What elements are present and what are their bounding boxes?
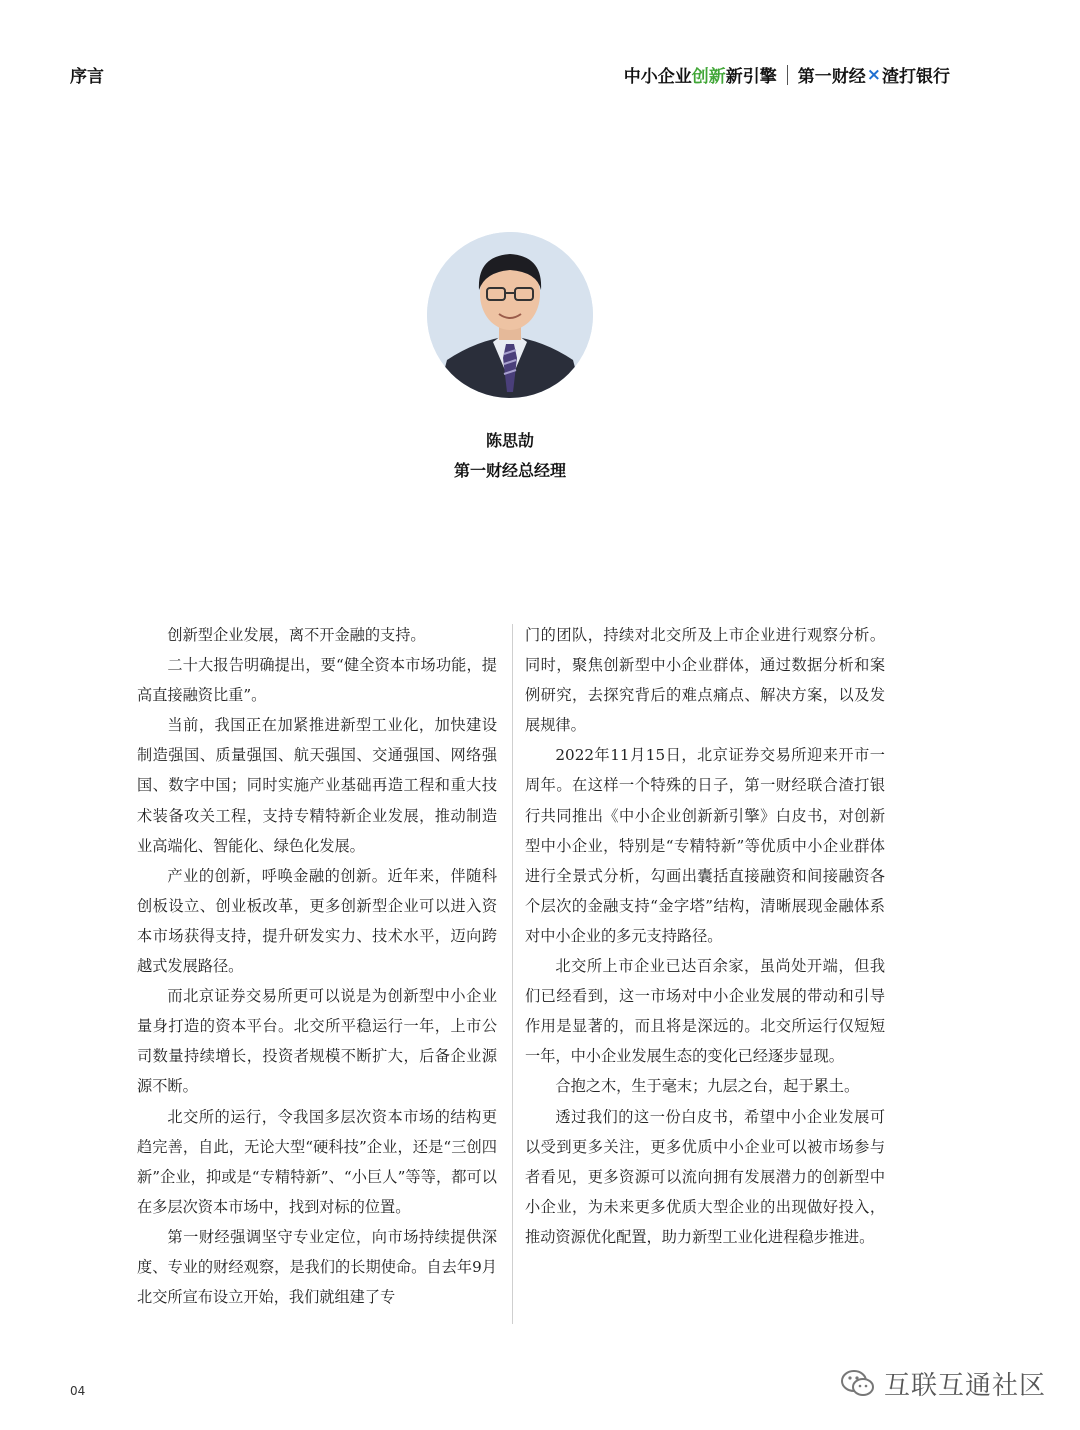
brand-part1: 中小企业 [623, 67, 692, 87]
paragraph: 透过我们的这一份白皮书，希望中小企业发展可以受到更多关注，更多优质中小企业可以被市场参与者看见，更多资源可以流向拥有发展潜力的创新型中小企业，为未来更多优质大型企业的出现做好投入，推动资源优化配置，助力新型工业化进程稳步推进。 [525, 1107, 885, 1246]
paragraph: 而北京证券交易所更可以说是为创新型中小企业量身打造的资本平台。北交所平稳运行一年，上市公司数量持续增长，投资者规模不断扩大，后备企业源源不断。 [137, 987, 497, 1096]
paragraph: 2022年11月15日，北京证券交易所迎来开市一周年。在这样一个特殊的日子，第一财经联合渣打银行共同推出《中小企业创新新引擎》白皮书，对创新型中小企业，特别是“专精特新”等优质中小企业群体进行全景式分析，勾画出囊括直接融资和间接融资各个层次的金融支持“金字塔”结构，清晰展现金融体系对中小企业的多元支持路径。 [525, 746, 885, 945]
section-label: 序言 [70, 67, 104, 87]
cross-icon: × [866, 64, 881, 85]
paragraph: 第一财经强调坚守专业定位，向市场持续提供深度、专业的财经观察，是我们的长期使命。自去年9月北交所宣布设立开始，我们就组建了专 [137, 1227, 497, 1307]
body-column-right [525, 620, 885, 1252]
paragraph: 北交所上市企业已达百余家，虽尚处开端，但我们已经看到，这一市场对中小企业发展的带动和引导作用是显著的，而且将是深远的。北交所运行仅短短一年，中小企业发展生态的变化已经逐步显现。 [525, 957, 885, 1066]
paragraph: 产业的创新，呼唤金融的创新。近年来，伴随科创板设立、创业板改革，更多创新型企业可以进入资本市场获得支持，提升研发实力、技术水平，迈向跨越式发展路径。 [137, 866, 497, 976]
author-title: 第一财经总经理 [453, 461, 566, 480]
paragraph: 合抱之木，生于毫末；九层之台，起于累土。 [555, 1077, 860, 1096]
paragraph: 二十大报告明确提出，要“健全资本市场功能，提高直接融资比重”。 [137, 656, 497, 705]
author-name: 陈思劼 [485, 431, 534, 450]
watermark-text: 互联互通社区 [883, 1371, 1046, 1401]
column-divider [512, 624, 513, 1324]
watermark [840, 1365, 1046, 1402]
paragraph: 创新型企业发展，离不开金融的支持。 [167, 626, 426, 644]
publication-header [624, 62, 950, 87]
paragraph: 北交所的运行，令我国多层次资本市场的结构更趋完善，自此，无论大型“硬科技”企业，还是“三创四新”企业，抑或是“专精特新”、“小巨人”等等，都可以在多层次资本市场中，找到对标的位置。 [137, 1107, 497, 1216]
paragraph: 当前，我国正在加紧推进新型工业化，加快建设制造强国、质量强国、航天强国、交通强国、网络强国、数字中国；同时实施产业基础再造工程和重大技术装备攻关工程，支持专精特新企业发展，推动制造业高端化、智能化、绿色化发展。 [137, 716, 497, 855]
header-divider [787, 65, 788, 85]
brand-part2: 新引擎 [725, 67, 777, 87]
portrait-photo [427, 232, 593, 398]
paragraph-continuation: 门的团队，持续对北交所及上市企业进行观察分析。同时，聚焦创新型中小企业群体，通过数据分析和案例研究，去探究背后的难点痛点、解决方案，以及发展规律。 [525, 626, 885, 735]
page-number: 04 [70, 1384, 86, 1398]
partner-yicai: 第一财经 [797, 67, 866, 87]
partner-standard-chartered: 渣打银行 [882, 67, 950, 87]
body-column-left [137, 620, 497, 1312]
wechat-icon [840, 1368, 876, 1400]
brand-highlight: 创新 [691, 67, 726, 87]
